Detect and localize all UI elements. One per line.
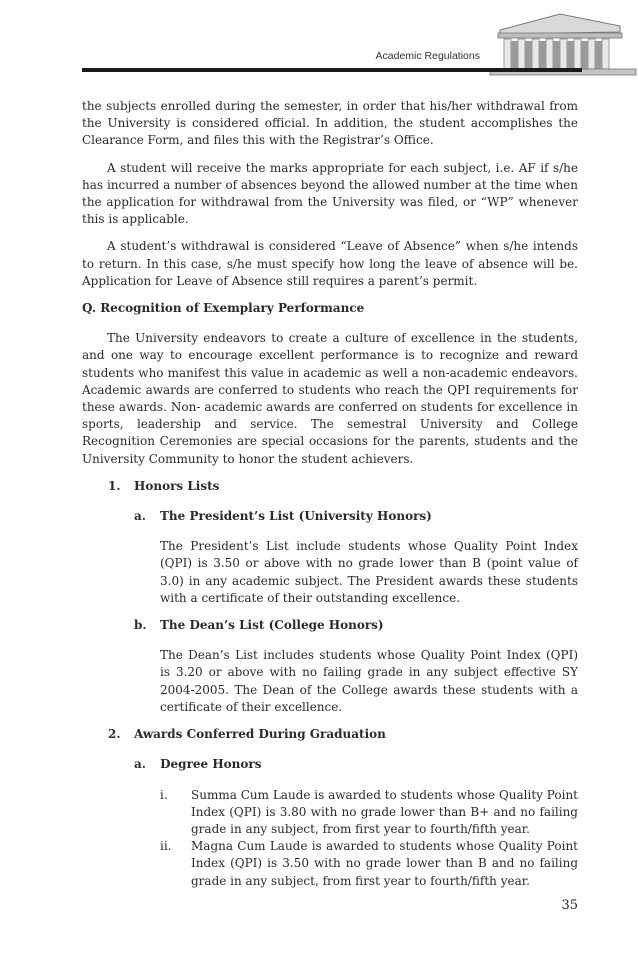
list-title: The President’s List (University Honors) (160, 509, 432, 524)
building-columns-icon (480, 8, 638, 76)
paragraph-deans-list: The Dean’s List includes students whose Quality Point Index (QPI) is 3.20 or above with no failing grade in any subject effective SY 2004-2005. The Dean of the College awards these students with a certificate of their excellence. (160, 648, 578, 714)
paragraph-withdrawal-continued: the subjects enrolled during the semester, in order that his/her withdrawal from the University is considered official. In addition, the student accomplishes the Clearance Form, and files this with the Registrar’s Office. (82, 99, 578, 148)
list-title: The Dean’s List (College Honors) (160, 618, 384, 633)
page-number: 35 (561, 898, 578, 913)
honor-description: Summa Cum Laude is awarded to students whose Quality Point Index (QPI) is 3.80 with no grade lower than B+ and no failing grade in any subject, from first year to fourth/fifth year. (191, 787, 578, 836)
paragraph-recognition-intro: The University endeavors to create a culture of excellence in the students, and one way to encourage excellent performance is to recognize and reward students who manifest this value in academic as well a non-academic endeavors. Academic awards are conferred to students who reach the QPI requirements for these awards. Non- academic awards are conferred on students for excellence in sports, leadership and service. The semestral University and College Recognition Ceremonies are special occasions for the parents, students and the University Community to honor the student achievers. (82, 331, 578, 466)
honor-description: Magna Cum Laude is awarded to students whose Quality Point Index (QPI) is 3.50 with no grade lower than B and no failing grade in any subject, from first year to fourth/fifth year. (191, 839, 578, 888)
list-letter: a. (134, 509, 146, 524)
list-item-degree-honors (134, 756, 578, 773)
list-item-honors-lists (108, 478, 578, 495)
page-body (82, 98, 578, 890)
list-item-summa-cum-laude (160, 787, 578, 839)
list-letter: a. (134, 757, 146, 772)
list-item-graduation-awards (108, 726, 578, 743)
paragraph-marks: A student will receive the marks appropriate for each subject, i.e. AF if s/he has incurred a number of absences beyond the allowed number at the time when the application for withdrawal from the University was filed, or “WP” whenever this is applicable. (82, 160, 578, 227)
paragraph-leave-of-absence: A student’s withdrawal is considered “Leave of Absence” when s/he intends to return. In this case, s/he must specify how long the leave of absence will be. Application for Leave of Absence still requires a parent’s permit. (82, 239, 578, 288)
list-title: Degree Honors (160, 757, 262, 772)
list-title: Awards Conferred During Graduation (134, 727, 386, 742)
roman-numeral: i. (160, 787, 168, 802)
header-rule (82, 68, 582, 72)
list-number: 2. (108, 727, 121, 742)
roman-numeral: ii. (160, 839, 172, 854)
paragraph-presidents-list: The President’s List include students whose Quality Point Index (QPI) is 3.50 or above with no grade lower than B (point value of 3.0) in any academic subject. The President awards these students with a certificate of their outstanding excellence. (160, 539, 578, 605)
list-item-deans-list (134, 617, 578, 634)
list-title: Honors Lists (134, 478, 220, 493)
list-item-magna-cum-laude (160, 838, 578, 890)
list-item-presidents-list (134, 508, 578, 525)
list-letter: b. (134, 618, 147, 633)
running-header: Academic Regulations (375, 50, 480, 62)
list-number: 1. (108, 478, 121, 493)
section-heading: Q. Recognition of Exemplary Performance (82, 301, 365, 316)
